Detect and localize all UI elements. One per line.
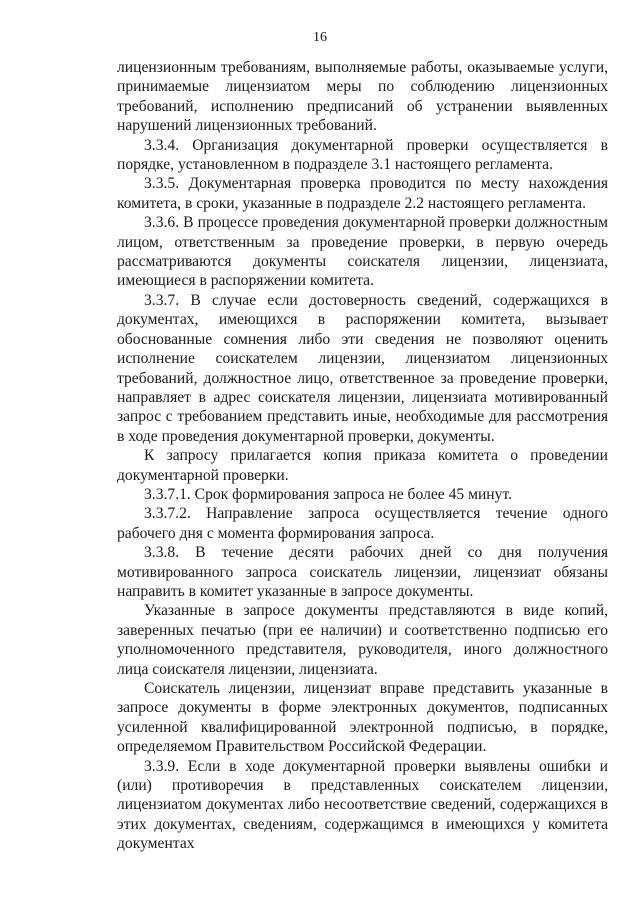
paragraph-electronic-documents: Соискатель лицензии, лицензиат вправе представить указанные в запросе документы в форме электронных документов, подписанных усиленной квалифицированной электронной подписью, в порядке, определяемом Правительством Российской Федерации. bbox=[117, 680, 608, 756]
paragraph-3-3-7-1: 3.3.7.1. Срок формирования запроса не более 45 минут. bbox=[144, 485, 512, 503]
paragraph-3-3-5: 3.3.5. Документарная проверка проводится по месту нахождения комитета, в сроки, указанные в подразделе 2.2 настоящего регламента. bbox=[117, 175, 608, 212]
paragraph-3-3-9: 3.3.9. Если в ходе документарной проверки выявлены ошибки и (или) противоречия в представленных соискателем лицензии, лицензиатом документах либо несоответствие сведений, содержащихся в этих документах, сведениям, содержащимся в имеющихся у комитета документах bbox=[117, 757, 608, 853]
paragraph-3-3-4: 3.3.4. Организация документарной проверки осуществляется в порядке, установленном в подразделе 3.1 настоящего регламента. bbox=[117, 136, 608, 174]
paragraph-continuation: лицензионным требованиям, выполняемые работы, оказываемые услуги, принимаемые лицензиатом меры по соблюдению лицензионных требований, исполнению предписаний об устранении выявленных нарушений лицензионных требований. bbox=[117, 59, 608, 135]
paragraph-document-copies: Указанные в запросе документы представляются в виде копий, заверенных печатью (при ее наличии) и соответственно подписью его уполномоченного представителя, руководителя, иного должностного лица соискателя лицензии, лицензиата. bbox=[117, 602, 608, 678]
paragraph-3-3-8: 3.3.8. В течение десяти рабочих дней со дня получения мотивированного запроса соискатель лицензии, лицензиат обязаны направить в комитет указанные в запросе документы. bbox=[117, 544, 608, 600]
paragraph-3-3-7-2: 3.3.7.2. Направление запроса осуществляется течение одного рабочего дня с момента формирования запроса. bbox=[117, 505, 608, 542]
document-body bbox=[117, 58, 608, 854]
page-number: 16 bbox=[313, 30, 327, 45]
paragraph-request-attachment: К запросу прилагается копия приказа комитета о проведении документарной проверки. bbox=[117, 447, 608, 484]
paragraph-3-3-6: 3.3.6. В процессе проведения документарной проверки должностным лицом, ответственным за проведение проверки, в первую очередь рассматриваются документы соискателя лицензии, лицензиата, имеющиеся в распоряжении комитета. bbox=[117, 214, 608, 290]
paragraph-3-3-7: 3.3.7. В случае если достоверность сведений, содержащихся в документах, имеющихся в распоряжении комитета, вызывает обоснованные сомнения либо эти сведения не позволяют оценить исполнение соискателем лицензии, лицензиатом лицензионных требований, должностное лицо, ответственное за проведение проверки, направляет в адрес соискателя лицензии, лицензиата мотивированный запрос с требованием представить иные, необходимые для рассмотрения в ходе проведения документарной проверки, документы. bbox=[117, 291, 608, 445]
